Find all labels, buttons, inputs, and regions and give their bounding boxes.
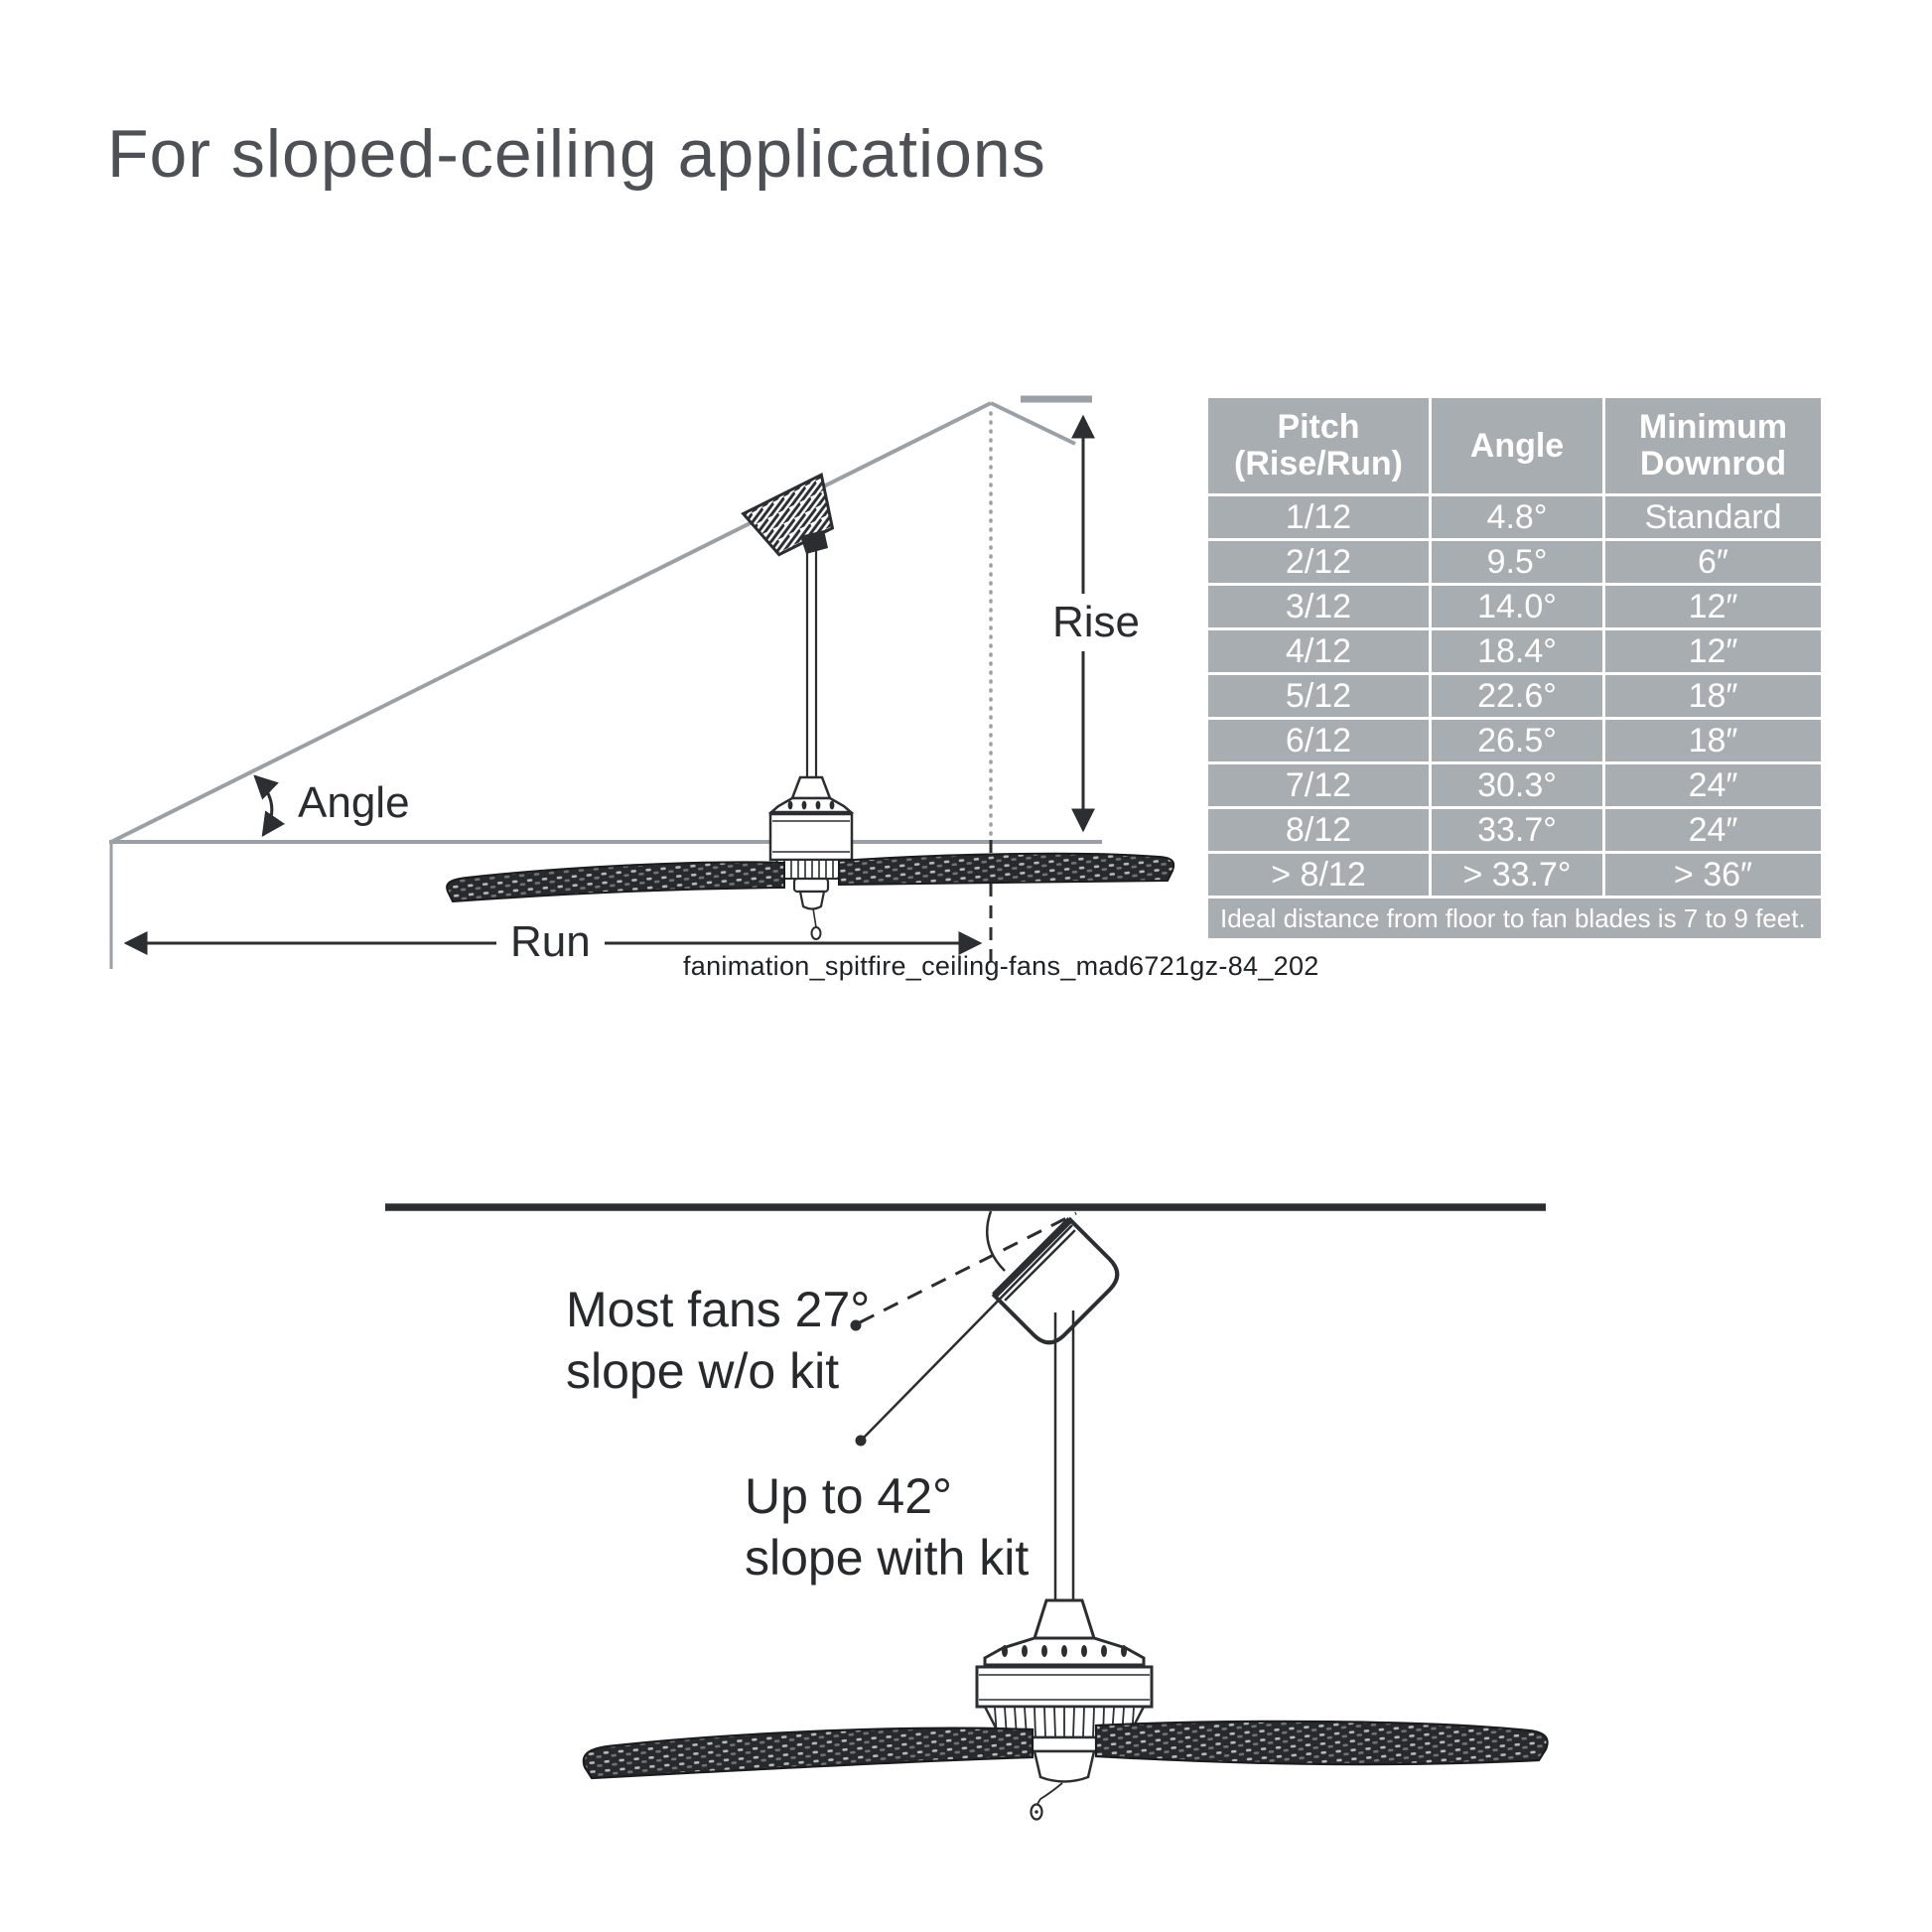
table-cell: 30.3° (1432, 764, 1602, 806)
table-cell: 7/12 (1208, 764, 1429, 806)
with-kit-label-line2: slope with kit (745, 1530, 1030, 1586)
table-cell: 5/12 (1208, 675, 1429, 717)
table-header-angle (1432, 398, 1602, 493)
downrod-top (807, 546, 816, 778)
table-footnote: Ideal distance from floor to fan blades is 7 to 9 feet. (1208, 898, 1821, 938)
table-cell: 6/12 (1208, 720, 1429, 761)
switch-cup-b (1035, 1751, 1094, 1782)
table-cell: > 36″ (1605, 854, 1821, 896)
table-cell: 4.8° (1432, 496, 1602, 538)
table-cell: 4/12 (1208, 630, 1429, 672)
table-cell: 14.0° (1432, 586, 1602, 627)
leader-dot-42 (856, 1436, 867, 1447)
swing-arc (987, 1211, 1005, 1271)
blade-hub (794, 879, 828, 892)
header-downrod-line1: Minimum (1638, 408, 1788, 447)
switch-cup (800, 892, 824, 909)
no-kit-label-line2: slope w/o kit (566, 1343, 840, 1399)
pull-chain-ball-hole (1035, 1810, 1038, 1814)
table-cell: 3/12 (1208, 586, 1429, 627)
no-kit-label-line1: Most fans 27° (566, 1282, 871, 1337)
fan-blade-left-b (584, 1728, 1033, 1778)
image-caption: fanimation_spitfire_ceiling-fans_mad6721gz-84_202 (683, 951, 1319, 981)
motor-shoulder (771, 798, 851, 812)
table-cell: 24″ (1605, 764, 1821, 806)
table-cell: 1/12 (1208, 496, 1429, 538)
table-cell: 18.4° (1432, 630, 1602, 672)
angle-label: Angle (298, 778, 410, 827)
page-title: For sloped-ceiling applications (107, 116, 1046, 192)
roof-right-line (991, 403, 1075, 444)
table-header-downrod (1605, 398, 1821, 493)
angle-arc-arrow (255, 776, 272, 835)
no-kit-label (566, 1279, 870, 1402)
pull-chain-b (1037, 1783, 1062, 1804)
table-cell: > 33.7° (1432, 854, 1602, 896)
table-cell: Standard (1605, 496, 1821, 538)
motor-neck (792, 777, 830, 798)
table-cell: 22.6° (1432, 675, 1602, 717)
table-cell: > 8/12 (1208, 854, 1429, 896)
motor-skirt (776, 860, 846, 879)
fan-canopy-icon (744, 475, 845, 561)
table-cell: 33.7° (1432, 809, 1602, 851)
fan-blade-left (447, 862, 784, 901)
header-pitch-line1: Pitch (1277, 408, 1360, 447)
pitch-angle-downrod-table (1208, 398, 1821, 938)
table-cell: 2/12 (1208, 541, 1429, 583)
sloped-ceiling-line (111, 403, 991, 842)
motor-drum-b (977, 1667, 1152, 1707)
table-cell: 18″ (1605, 675, 1821, 717)
fan-blade-right (839, 854, 1173, 885)
with-kit-label-line1: Up to 42° (745, 1468, 953, 1524)
run-label: Run (496, 913, 605, 971)
table-cell: 12″ (1605, 586, 1821, 627)
ceiling-fan-top (447, 475, 1173, 939)
slope-kit-diagram (385, 1207, 1546, 1447)
table-cell: 8/12 (1208, 809, 1429, 851)
table-cell: 12″ (1605, 630, 1821, 672)
header-pitch-line2: (Rise/Run) (1234, 445, 1403, 483)
header-downrod-line2: Downrod (1639, 445, 1787, 483)
fan-blade-right-b (1096, 1722, 1548, 1764)
table-header-pitch (1208, 398, 1429, 493)
table-cell: 9.5° (1432, 541, 1602, 583)
table-cell: 24″ (1605, 809, 1821, 851)
table-cell: 6″ (1605, 541, 1821, 583)
table-cell: 18″ (1605, 720, 1821, 761)
pull-chain (813, 908, 816, 927)
downrod-bottom (1055, 1311, 1073, 1600)
rise-label: Rise (1038, 594, 1154, 651)
header-angle: Angle (1469, 426, 1565, 465)
pull-chain-ball (812, 927, 821, 939)
with-kit-label (745, 1465, 1029, 1588)
motor-neck-b (1035, 1600, 1094, 1638)
blade-hub-b (1029, 1737, 1100, 1751)
table-cell: 26.5° (1432, 720, 1602, 761)
